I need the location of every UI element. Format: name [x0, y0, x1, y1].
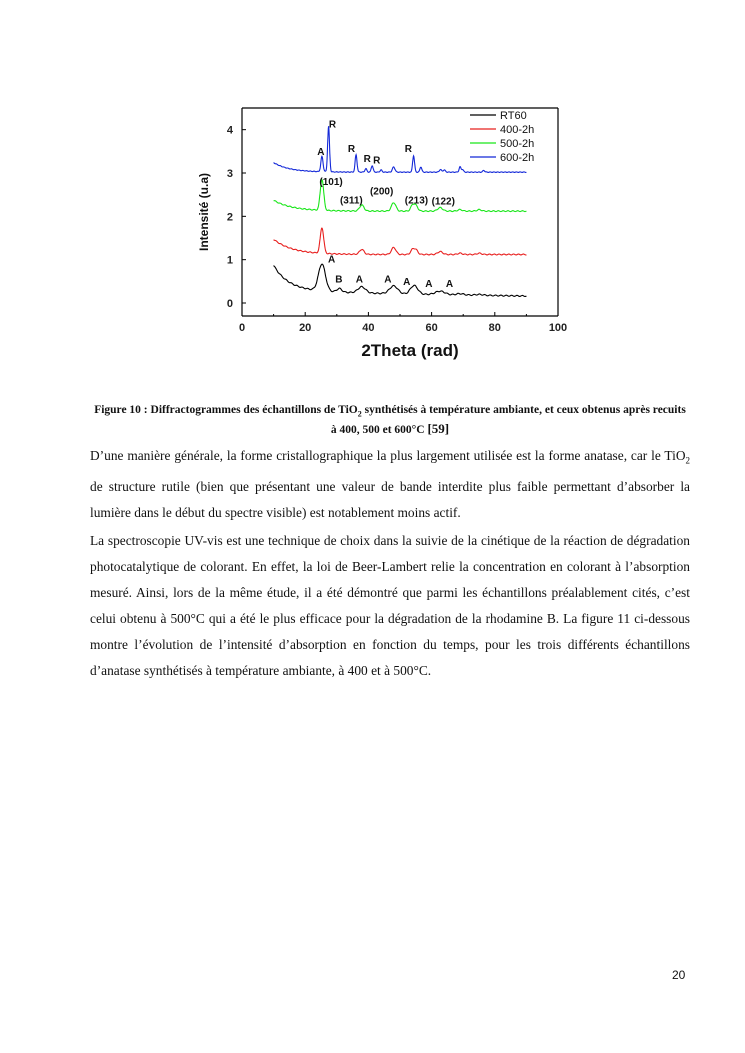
paragraph-anatase: [90, 443, 690, 526]
x-tick-label-20: 20: [299, 322, 312, 334]
caption-subscript: 2: [357, 409, 362, 419]
y-tick-label-1: 1: [226, 254, 233, 267]
paragraph-1-part-b: de structure rutile (bien que présentant une valeur de bande interdite plus faible permettant d’absorber la lumière dans le début du spectre visible) est notablement moins actif.: [90, 478, 690, 520]
x-tick-label-100: 100: [548, 322, 568, 334]
caption-main: Figure 10 : Diffractogrammes des échantillons de TiO: [94, 404, 358, 416]
annotation-17: A: [445, 278, 454, 290]
annotation-7: (311): [339, 195, 363, 207]
legend-label-400-2h: 400-2h: [500, 124, 535, 136]
y-tick-label-3: 3: [226, 168, 233, 180]
paragraph-1-subscript: 2: [685, 455, 690, 466]
annotation-3: R: [363, 154, 371, 166]
annotation-6: (101): [319, 177, 343, 189]
series-line-500-2h: [274, 180, 527, 212]
series-line-600-2h: [274, 126, 527, 172]
annotation-11: A: [327, 254, 336, 266]
annotation-14: A: [384, 274, 392, 286]
x-tick-label-40: 40: [362, 322, 375, 334]
annotation-15: A: [403, 276, 411, 288]
annotation-5: R: [404, 144, 412, 156]
annotation-8: (200): [369, 186, 394, 198]
annotation-0: R: [328, 119, 337, 131]
series-line-400-2h: [274, 228, 527, 255]
x-tick-label-60: 60: [425, 322, 438, 334]
annotation-12: B: [335, 274, 343, 286]
paragraph-uv-vis: La spectroscopie UV-vis est une technique de choix dans la suivie de la cinétique de la réaction de dégradation photocatalytique de colorant. En effet, la loi de Beer-Lambert relie la concentration en colorant à l’absorption mesuré. Ainsi, lors de la même étude, il a été démontré que parmi les échantillons préalablement cités, c’est celui obtenu à 500°C qui a été le plus efficace pour la dégradation de la rhodamine B. La figure 11 ci-dessous montre l’évolution de l’intensité d’absorption en fonction du temps, pour les trois différents échantillons d’anatase synthétisés à température ambiante, à 400 et à 500°C.: [90, 533, 690, 678]
annotation-9: (213): [404, 195, 429, 207]
y-tick-label-2: 2: [226, 211, 233, 224]
annotation-10: (122): [431, 196, 455, 208]
legend-label-RT60: RT60: [500, 110, 527, 122]
xrd-figure: [190, 100, 570, 400]
annotation-4: R: [373, 155, 381, 167]
y-axis-title: Intensité (u.a): [197, 172, 211, 252]
annotation-2: R: [347, 144, 356, 156]
series-line-RT60: [274, 264, 527, 296]
y-tick-label-0: 0: [226, 298, 233, 310]
legend-label-600-2h: 600-2h: [500, 152, 535, 164]
annotation-1: A: [317, 146, 325, 158]
y-tick-label-4: 4: [226, 124, 233, 137]
xrd-chart: [190, 100, 570, 400]
annotation-13: A: [355, 274, 363, 286]
x-tick-label-80: 80: [488, 322, 501, 334]
caption-rest: synthétisés à température ambiante, et ceux obtenus après recuits à 400, 500 et 600°C: [330, 404, 686, 437]
annotation-16: A: [425, 278, 433, 290]
legend-label-500-2h: 500-2h: [500, 138, 535, 150]
x-axis-title: 2Theta (rad): [361, 341, 459, 360]
x-tick-label-0: 0: [238, 322, 246, 334]
page-number: 20: [672, 968, 686, 982]
paragraph-1-part-a: D’une manière générale, la forme cristallographique la plus largement utilisée est la forme anatase, car le TiO: [90, 448, 686, 463]
caption-reference: [59]: [427, 421, 450, 437]
figure-caption: [90, 403, 690, 438]
